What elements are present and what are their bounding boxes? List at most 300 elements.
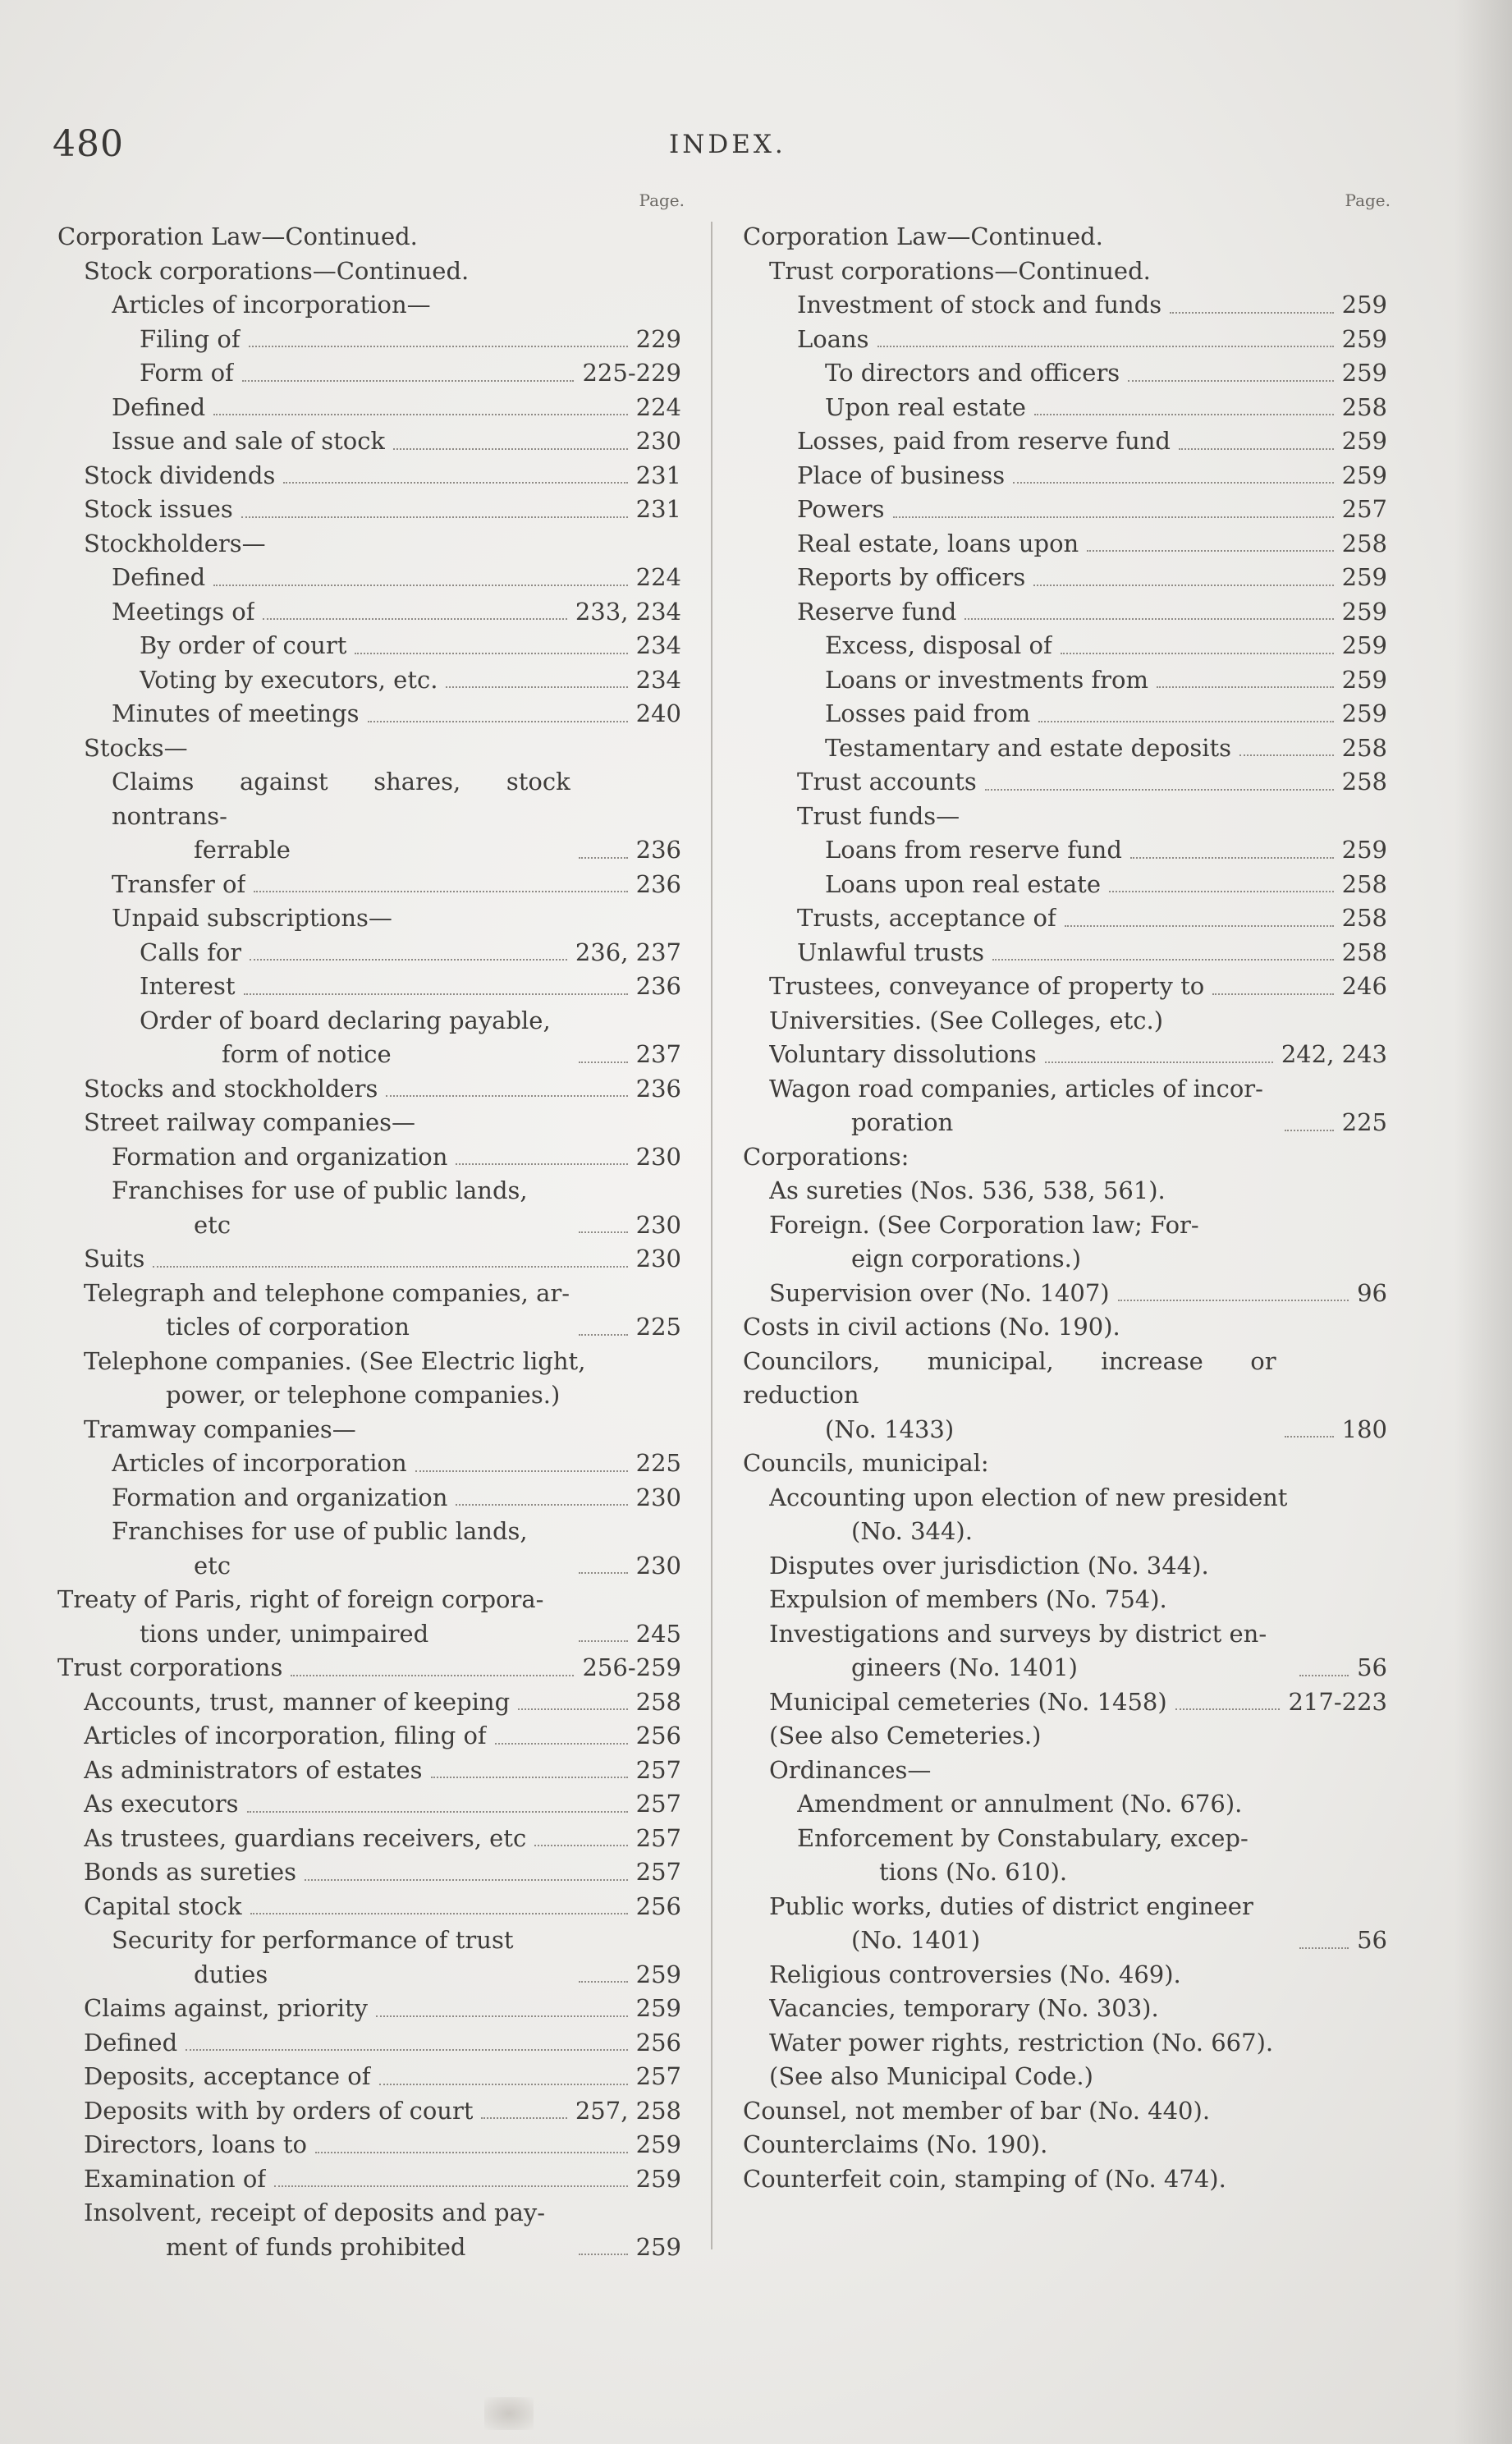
- index-entry: [743, 1447, 1395, 1481]
- page-reference: 245: [635, 1619, 681, 1648]
- page-reference: 225: [635, 1313, 681, 1341]
- entry-label: [84, 2128, 307, 2162]
- index-entry: [743, 629, 1395, 663]
- index-entry: [57, 1072, 690, 1107]
- index-entry: [743, 1004, 1395, 1039]
- index-entry: [743, 595, 1395, 630]
- entry-label: [112, 697, 360, 731]
- index-entry: [57, 1651, 690, 1685]
- dot-leader: [1087, 550, 1333, 552]
- dot-leader: [1033, 585, 1333, 586]
- entry-label: [769, 1617, 1291, 1685]
- entry-text: Defined: [84, 2028, 178, 2057]
- entry-text: Claims against, priority: [84, 1994, 369, 2022]
- page-reference: 96: [1357, 1278, 1387, 1307]
- page-reference: 224: [635, 563, 681, 591]
- entry-label: [84, 1242, 144, 1277]
- entry-label: [84, 1719, 487, 1754]
- dot-leader: [1239, 754, 1334, 756]
- page-reference: 259: [1341, 324, 1387, 353]
- page-reference: 258: [1341, 869, 1387, 898]
- entry-label: [84, 1685, 510, 1720]
- index-entry: [743, 1754, 1395, 1788]
- dot-leader: [518, 1708, 627, 1710]
- index-entry: [743, 2162, 1395, 2197]
- page-reference: 258: [1341, 392, 1387, 421]
- entry-continuation: power, or telephone companies.): [166, 1381, 561, 1409]
- entry-label: [84, 1992, 368, 2026]
- entry-label: [769, 1549, 1209, 1584]
- entry-label: [140, 663, 438, 698]
- dot-leader: [153, 1266, 627, 1268]
- entry-label: [112, 765, 570, 868]
- entry-text: Vacancies, temporary (No. 303).: [769, 1994, 1159, 2022]
- entry-text: Trust corporations: [57, 1653, 283, 1681]
- entry-text: Accounts, trust, manner of keeping: [84, 1687, 511, 1716]
- entry-label: [112, 1924, 570, 1992]
- entry-label: [769, 1174, 1166, 1208]
- entry-label: [769, 1004, 1163, 1039]
- index-entry: [57, 970, 690, 1004]
- page-reference: 259: [635, 2130, 681, 2158]
- index-entry: [743, 1345, 1395, 1447]
- index-entry: [57, 731, 690, 766]
- entry-text: (See also Municipal Code.): [769, 2062, 1093, 2090]
- index-entry: [57, 2162, 690, 2197]
- entry-text: By order of court: [140, 631, 347, 659]
- index-entry: [57, 2026, 690, 2061]
- index-entry: [57, 288, 690, 323]
- page-reference: 259: [1341, 563, 1387, 591]
- entry-label: [797, 936, 984, 970]
- index-entry: [743, 1072, 1395, 1140]
- dot-leader: [376, 2015, 628, 2017]
- dot-leader: [579, 1062, 628, 1063]
- dot-leader: [1065, 925, 1334, 927]
- entry-text: Examination of: [84, 2164, 267, 2193]
- entry-text: Formation and organization: [112, 1142, 448, 1171]
- index-entry: [743, 970, 1395, 1004]
- index-entry: [57, 2128, 690, 2162]
- entry-text: Counterclaims (No. 190).: [743, 2130, 1048, 2158]
- index-entry: [57, 2060, 690, 2094]
- entry-text: Trust funds—: [797, 801, 960, 830]
- right-index-column: [743, 190, 1395, 2196]
- entry-label: [84, 493, 233, 527]
- entry-text: Loans: [797, 324, 869, 353]
- entry-label: [797, 493, 885, 527]
- entry-label: [769, 1958, 1181, 1992]
- entry-label: [112, 1481, 447, 1515]
- entry-label: [769, 2060, 1093, 2094]
- index-entry: [743, 731, 1395, 766]
- dot-leader: [431, 1777, 628, 1778]
- entry-label: [769, 1277, 1110, 1311]
- index-entry: [57, 391, 690, 425]
- entry-label: [84, 527, 266, 562]
- entry-label: [84, 2060, 371, 2094]
- entry-label: [84, 1413, 356, 1447]
- entry-label: [769, 970, 1204, 1004]
- index-entry: [743, 833, 1395, 868]
- entry-label: [797, 1787, 1242, 1822]
- index-entry: [743, 2094, 1395, 2129]
- dot-leader: [355, 653, 627, 654]
- entry-text: Loans upon real estate: [825, 869, 1101, 898]
- index-entry: [57, 424, 690, 459]
- index-entry: [57, 868, 690, 902]
- left-index-column: [57, 190, 690, 2264]
- index-entry: [57, 1583, 690, 1651]
- dot-leader: [291, 1675, 574, 1676]
- entry-continuation: ment of funds prohibited: [166, 2232, 466, 2261]
- dot-leader: [1179, 448, 1334, 450]
- page-reference: 259: [1341, 427, 1387, 455]
- index-entry: [57, 459, 690, 493]
- entry-text: Unlawful trusts: [797, 938, 985, 966]
- entry-continuation: eign corporations.): [851, 1245, 1082, 1272]
- page-reference: 236: [635, 972, 681, 1000]
- page-reference: 234: [635, 631, 681, 659]
- dot-leader: [213, 585, 627, 586]
- index-entry: [743, 2026, 1395, 2061]
- page-column-header: Page.: [1345, 190, 1391, 210]
- index-entry: [57, 1004, 690, 1072]
- index-entry: [743, 1992, 1395, 2026]
- index-entry: [57, 493, 690, 527]
- entry-continuation: tions under, unimpaired: [140, 1619, 429, 1648]
- page-reference: 242, 243: [1281, 1040, 1387, 1068]
- entry-text: Reports by officers: [797, 563, 1026, 591]
- entry-text: Meetings of: [112, 597, 255, 626]
- entry-text: Telegraph and telephone companies, ar-: [84, 1278, 570, 1307]
- index-entry: [743, 2060, 1395, 2094]
- page-reference: 229: [635, 324, 681, 353]
- dot-leader: [1175, 1708, 1281, 1710]
- dot-leader: [368, 721, 628, 722]
- entry-text: Tramway companies—: [84, 1415, 356, 1443]
- entry-text: Religious controversies (No. 469).: [769, 1960, 1181, 1988]
- entry-label: [825, 629, 1052, 663]
- index-entry: [743, 697, 1395, 731]
- page-reference: 230: [635, 1142, 681, 1171]
- entry-label: [140, 936, 241, 970]
- index-entry: [57, 901, 690, 936]
- entry-text: Universities. (See Colleges, etc.): [769, 1006, 1164, 1034]
- dot-leader: [1045, 1062, 1273, 1063]
- index-entry: [57, 2196, 690, 2264]
- index-entry: [57, 1174, 690, 1242]
- entry-label: [84, 731, 188, 766]
- entry-text: Issue and sale of stock: [112, 427, 386, 455]
- index-entry: [743, 1958, 1395, 1992]
- entry-text: Capital stock: [84, 1891, 242, 1920]
- entry-label: [112, 901, 392, 936]
- page-reference: 233, 234: [575, 597, 681, 626]
- entry-text: Trust accounts: [797, 768, 977, 796]
- entry-text: As administrators of estates: [84, 1755, 423, 1784]
- entry-label: [769, 1719, 1041, 1754]
- page-reference: 258: [635, 1687, 681, 1716]
- index-entry: [57, 1992, 690, 2026]
- entry-text: Form of: [140, 359, 234, 387]
- entry-label: [112, 1447, 407, 1481]
- entry-text: Excess, disposal of: [825, 631, 1052, 659]
- entry-text: Franchises for use of public lands,: [112, 1176, 528, 1204]
- index-entry: [57, 1890, 690, 1924]
- entry-label: [84, 2162, 266, 2197]
- index-entry: [57, 663, 690, 698]
- entry-label: [140, 323, 241, 357]
- page-reference: 256: [635, 1891, 681, 1920]
- index-entry: [743, 493, 1395, 527]
- entry-text: Insolvent, receipt of deposits and pay-: [84, 2199, 546, 2226]
- index-entry: [57, 629, 690, 663]
- entry-label: [769, 1992, 1159, 2026]
- page-reference: 236: [635, 869, 681, 898]
- entry-continuation: etc: [194, 1551, 231, 1580]
- entry-text: Stockholders—: [84, 529, 266, 557]
- dot-leader: [456, 1504, 627, 1506]
- entry-text: Stocks and stockholders: [84, 1074, 378, 1103]
- entry-text: Trustees, conveyance of property to: [769, 972, 1205, 1000]
- entry-label: [769, 1208, 1395, 1277]
- entry-text: Articles of incorporation, filing of: [84, 1722, 487, 1749]
- page-reference: 230: [635, 427, 681, 455]
- entry-label: [797, 901, 1056, 936]
- page-reference: 230: [635, 1210, 681, 1239]
- index-entry: [743, 1310, 1395, 1345]
- page-reference: 240: [635, 699, 681, 727]
- right-entries: [743, 220, 1395, 2196]
- entry-text: Stock issues: [84, 495, 233, 523]
- entry-label: [797, 323, 869, 357]
- index-entry: [57, 1685, 690, 1720]
- entry-text: Expulsion of members (No. 754).: [769, 1585, 1167, 1613]
- entry-continuation: poration: [851, 1108, 954, 1136]
- page-reference: 259: [635, 2232, 681, 2261]
- entry-text: Corporation Law—Continued.: [743, 222, 1103, 250]
- entry-text: Franchises for use of public lands,: [112, 1517, 528, 1545]
- index-entry: [57, 1345, 690, 1413]
- dot-leader: [992, 959, 1334, 961]
- entry-text: Reserve fund: [797, 597, 957, 626]
- dot-leader: [579, 2254, 628, 2255]
- index-entry: [743, 1719, 1395, 1754]
- entry-label: [84, 1277, 570, 1345]
- page-reference: 257: [635, 1823, 681, 1852]
- entry-label: [769, 2026, 1273, 2061]
- entry-continuation: (No. 344).: [851, 1517, 973, 1545]
- entry-label: [797, 288, 1161, 323]
- entry-text: Trusts, acceptance of: [797, 904, 1056, 932]
- index-entry: [743, 391, 1395, 425]
- dot-leader: [446, 686, 627, 688]
- entry-label: [84, 2196, 570, 2264]
- entry-continuation: ferrable: [194, 836, 291, 864]
- dot-leader: [579, 1334, 628, 1336]
- dot-leader: [1013, 482, 1334, 484]
- entry-text: As executors: [84, 1790, 239, 1818]
- entry-text: Loans from reserve fund: [825, 836, 1122, 864]
- entry-text: Loans or investments from: [825, 665, 1149, 694]
- entry-label: [84, 1855, 296, 1890]
- dot-leader: [456, 1163, 627, 1165]
- page-reference: 225: [635, 1449, 681, 1477]
- entry-label: [797, 527, 1079, 562]
- entry-label: [743, 1447, 989, 1481]
- page-reference: 231: [635, 495, 681, 523]
- index-entry: [57, 527, 690, 562]
- entry-text: Real estate, loans upon: [797, 529, 1079, 557]
- dot-leader: [186, 2049, 627, 2051]
- entry-label: [84, 1890, 242, 1924]
- entry-text: Counsel, not member of bar (No. 440).: [743, 2096, 1211, 2125]
- page-reference: 236: [635, 1074, 681, 1103]
- entry-label: [769, 1583, 1167, 1617]
- dot-leader: [305, 1879, 628, 1881]
- entry-text: Enforcement by Constabulary, excep-: [797, 1823, 1249, 1852]
- entry-text: Ordinances—: [769, 1755, 932, 1784]
- entry-text: Transfer of: [112, 869, 246, 898]
- entry-text: Stocks—: [84, 733, 188, 762]
- entry-text: Articles of incorporation: [112, 1449, 407, 1477]
- index-entry: [743, 868, 1395, 902]
- dot-leader: [1285, 1130, 1334, 1131]
- entry-label: [769, 254, 1151, 289]
- entry-text: Bonds as sureties: [84, 1858, 297, 1886]
- index-entry: [57, 1787, 690, 1822]
- page-column-header: Page.: [639, 190, 685, 210]
- dot-leader: [250, 959, 567, 961]
- dot-leader: [1130, 857, 1334, 859]
- entry-text: Filing of: [140, 324, 241, 353]
- entry-label: [797, 765, 977, 800]
- entry-label: [743, 2162, 1226, 2197]
- index-entry: [743, 1617, 1395, 1685]
- page-reference: 257: [1341, 495, 1387, 523]
- entry-text: Testamentary and estate deposits: [825, 733, 1232, 762]
- entry-label: [825, 356, 1120, 391]
- entry-label: [57, 220, 418, 254]
- dot-leader: [1157, 686, 1334, 688]
- dot-leader: [893, 516, 1334, 518]
- index-entry: [57, 1481, 690, 1515]
- entry-text: Street railway companies—: [84, 1108, 416, 1136]
- entry-text: Claims against shares, stock nontrans-: [112, 768, 570, 830]
- entry-text: Suits: [84, 1245, 145, 1272]
- index-entry: [57, 1719, 690, 1754]
- entry-label: [112, 561, 205, 595]
- page-reference: 258: [1341, 768, 1387, 796]
- index-entry: [743, 1174, 1395, 1208]
- index-entry: [57, 595, 690, 630]
- index-entry: [743, 1583, 1395, 1617]
- entry-text: Corporations:: [743, 1142, 909, 1171]
- entry-text: Municipal cemeteries (No. 1458): [769, 1687, 1167, 1716]
- page-reference: 257: [635, 1790, 681, 1818]
- page-reference: 258: [1341, 733, 1387, 762]
- entry-text: Disputes over jurisdiction (No. 344).: [769, 1551, 1209, 1580]
- dot-leader: [985, 789, 1334, 791]
- dot-leader: [244, 993, 628, 995]
- entry-text: (See also Cemeteries.): [769, 1722, 1042, 1749]
- entry-label: [112, 1140, 447, 1175]
- entry-label: [57, 1583, 570, 1651]
- dot-leader: [877, 346, 1334, 347]
- page-reference: 56: [1357, 1926, 1387, 1954]
- page-reference: 257: [635, 2062, 681, 2090]
- entry-label: [112, 595, 254, 630]
- page-reference: 259: [635, 1994, 681, 2022]
- entry-label: [84, 1106, 415, 1140]
- page-reference: 259: [1341, 359, 1387, 387]
- entry-label: [112, 1174, 570, 1242]
- entry-label: [84, 1754, 423, 1788]
- page-reference: 236, 237: [575, 938, 681, 966]
- page-reference: 231: [635, 461, 681, 489]
- entry-continuation: ticles of corporation: [166, 1313, 410, 1341]
- index-entry: [57, 765, 690, 868]
- index-entry: [743, 2128, 1395, 2162]
- index-entry: [743, 1277, 1395, 1311]
- entry-label: [743, 220, 1103, 254]
- page-reference: 237: [635, 1040, 681, 1068]
- page-reference: 230: [635, 1245, 681, 1272]
- dot-leader: [415, 1470, 628, 1472]
- page-reference: 225: [1341, 1108, 1387, 1136]
- entry-text: Stock corporations—Continued.: [84, 256, 470, 285]
- dot-leader: [263, 618, 566, 620]
- entry-continuation: (No. 1433): [825, 1415, 955, 1443]
- entry-label: [769, 1890, 1291, 1958]
- dot-leader: [1061, 653, 1334, 654]
- entry-text: Place of business: [797, 461, 1006, 489]
- entry-text: Costs in civil actions (No. 190).: [743, 1313, 1120, 1341]
- index-entry: [57, 1855, 690, 1890]
- entry-label: [797, 800, 960, 834]
- entry-text: As trustees, guardians receivers, etc: [84, 1823, 527, 1852]
- index-entry: [57, 356, 690, 391]
- index-entry: [743, 561, 1395, 595]
- dot-leader: [579, 857, 628, 859]
- dot-leader: [495, 1743, 628, 1745]
- dot-leader: [579, 1572, 628, 1574]
- entry-text: Security for performance of trust: [112, 1926, 514, 1954]
- entry-text: Foreign. (See Corporation law; For-: [769, 1210, 1199, 1239]
- entry-text: Stock dividends: [84, 461, 276, 489]
- page-reference: 259: [1341, 699, 1387, 727]
- entry-label: [84, 459, 275, 493]
- entry-text: Articles of incorporation—: [112, 291, 431, 319]
- page-reference: 230: [635, 1551, 681, 1580]
- page-reference: 259: [1341, 291, 1387, 319]
- entry-label: [84, 1822, 526, 1856]
- dot-leader: [274, 2185, 628, 2187]
- entry-text: Calls for: [140, 938, 242, 966]
- entry-text: Counterfeit coin, stamping of (No. 474).: [743, 2164, 1226, 2193]
- page-reference: 224: [635, 392, 681, 421]
- index-entry: [743, 800, 1395, 834]
- dot-leader: [1212, 993, 1333, 995]
- dot-leader: [579, 1231, 628, 1233]
- dot-leader: [283, 482, 627, 484]
- index-entry: [743, 765, 1395, 800]
- entry-label: [84, 1345, 690, 1413]
- index-entry: [743, 1890, 1395, 1958]
- index-entry: [57, 1277, 690, 1345]
- index-entry: [743, 1481, 1395, 1549]
